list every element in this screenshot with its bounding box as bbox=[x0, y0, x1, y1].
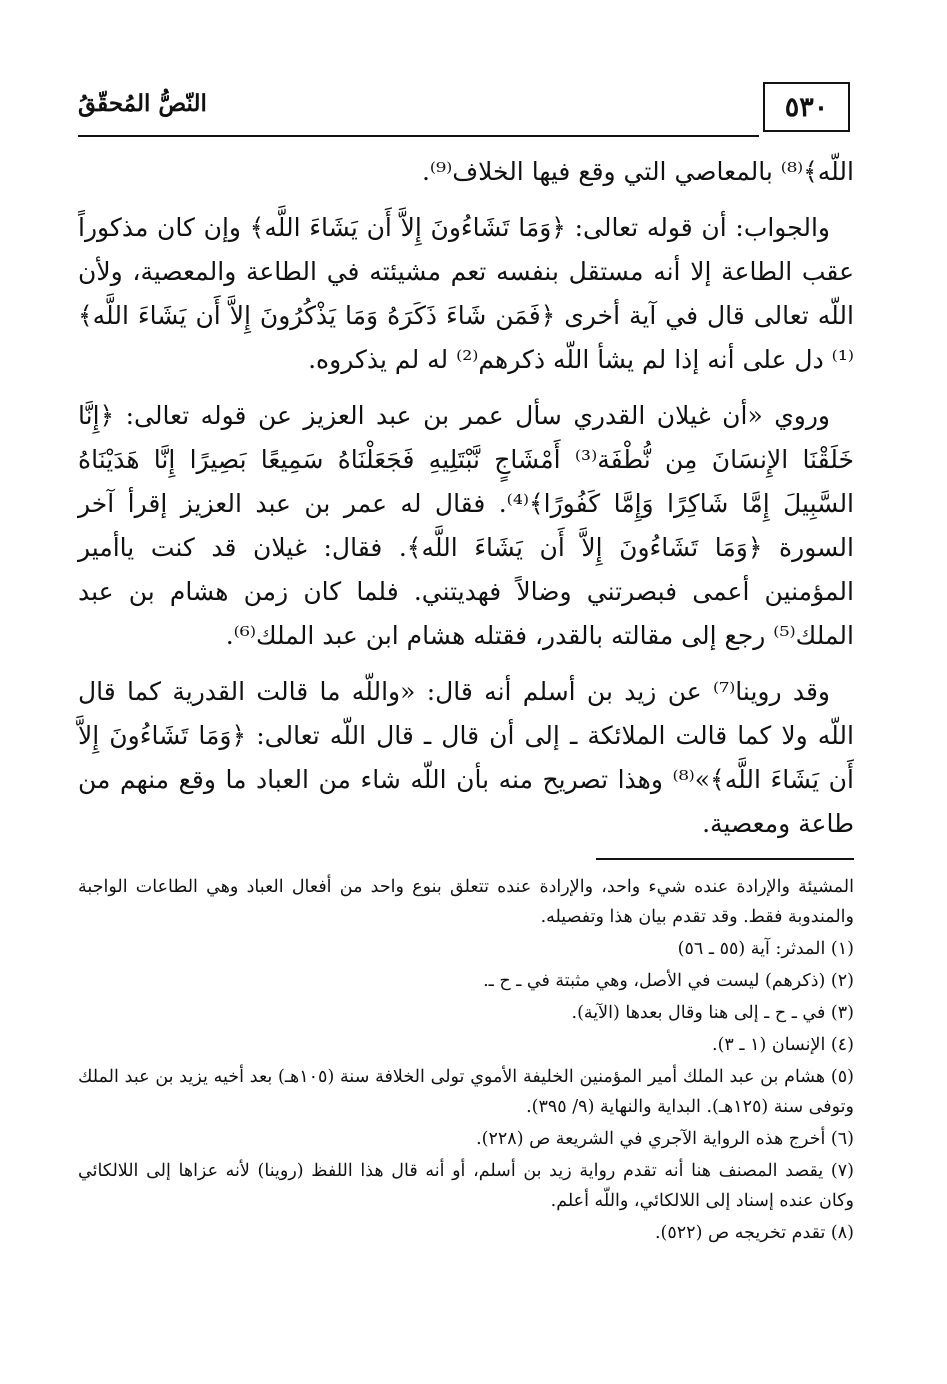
footnote: (١) المدثر: آية (٥٥ ـ ٥٦) bbox=[677, 939, 854, 959]
footnote: (٣) في ـ ح ـ إلى هنا وقال بعدها (الآية). bbox=[571, 1003, 854, 1023]
paragraph: والجواب: أن قوله تعالى: ﴿وَمَا تَشَاءُونَ إِلاَّ أَن يَشَاءَ اللَّه﴾ وإن كان مذكوراً عقب الطاعة إلا أنه مستقل بنفسه تعم مشيئته في الطاعة والمعصية، ولأن اللّه تعالى قال في آية أخرى ﴿فَمَن شَاءَ ذَكَرَهُ وَمَا يَذْكُرُونَ إِلاَّ أَن يَشَاءَ اللَّه﴾⁽¹⁾ دل على أنه إذا لم يشأ اللّه ذكرهم⁽²⁾ له لم يذكروه. bbox=[78, 213, 854, 374]
footnote: (٦) أخرج هذه الرواية الآجري في الشريعة ص (٢٢٨). bbox=[476, 1129, 854, 1149]
page-number: ٥٣٠ bbox=[763, 82, 850, 132]
paragraph: وروي «أن غيلان القدري سأل عمر بن عبد العزيز عن قوله تعالى: ﴿إِنَّا خَلَقْنَا الإِنسَانَ مِن نُّطْفَة⁽³⁾ أَمْشَاجٍ نَّبْتَلِيهِ فَجَعَلْنَاهُ سَمِيعًا بَصِيرًا إِنَّا هَدَيْنَاهُ السَّبِيلَ إِمَّا شَاكِرًا وَإِمَّا كَفُورًا﴾⁽⁴⁾. فقال له عمر بن عبد العزيز إقرأ آخر السورة ﴿وَمَا تَشَاءُونَ إِلاَّ أَن يَشَاءَ اللَّه﴾. فقال: غيلان قد كنت ياأمير المؤمنين أعمى فبصرتني وضالاً فهديتني. فلما كان زمن هشام بن عبد الملك⁽⁵⁾ رجع إلى مقالته بالقدر، فقتله هشام ابن عبد الملك⁽⁶⁾. bbox=[78, 401, 855, 650]
main-text bbox=[78, 150, 854, 858]
footnote: (٨) تقدم تخريجه ص (٥٢٢). bbox=[654, 1223, 854, 1243]
paragraph: اللّه﴾⁽⁸⁾ بالمعاصي التي وقع فيها الخلاف⁽⁹⁾. bbox=[421, 157, 854, 186]
paragraph: وقد روينا⁽⁷⁾ عن زيد بن أسلم أنه قال: «واللّه ما قالت القدرية كما قال اللّه ولا كما قالت الملائكة ـ إلى أن قال ـ قال اللّه تعالى: ﴿وَمَا تَشَاءُونَ إِلاَّ أَن يَشَاءَ اللَّه﴾»⁽⁸⁾ وهذا تصريح منه بأن اللّه شاء من العباد ما وقع منهم من طاعة ومعصية. bbox=[78, 677, 854, 838]
footnote: (٧) يقصد المصنف هنا أنه تقدم رواية زيد بن أسلم، أو أنه قال هذا اللفظ (روينا) لأنه عزاها إلى اللالكائي وكان عنده إسناد إلى اللالكائي، واللّه أعلم. bbox=[78, 1161, 854, 1211]
footnote: (٢) (ذكرهم) ليست في الأصل، وهي مثبتة في ـ ح ـ. bbox=[483, 971, 854, 991]
page-header bbox=[78, 82, 854, 140]
footnote: (٥) هشام بن عبد الملك أمير المؤمنين الخليفة الأموي تولى الخلافة سنة (١٠٥هـ) بعد أخيه يزيد بن عبد الملك وتوفى سنة (١٢٥هـ). البداية والنهاية (٩/ ٣٩٥). bbox=[78, 1067, 854, 1117]
footnote: المشيئة والإرادة عنده شيء واحد، والإرادة عنده تتعلق بنوع واحد من أفعال العباد وهي الطاعات الواجبة والمندوبة فقط. وقد تقدم بيان هذا وتفصيله. bbox=[78, 877, 854, 927]
footnote-separator bbox=[596, 858, 854, 860]
header-rule bbox=[78, 135, 759, 137]
footnote: (٤) الإنسان (١ ـ ٣). bbox=[712, 1035, 854, 1055]
running-title: النّصُّ المُحقّقُ bbox=[78, 90, 207, 117]
footnotes bbox=[78, 872, 854, 1250]
